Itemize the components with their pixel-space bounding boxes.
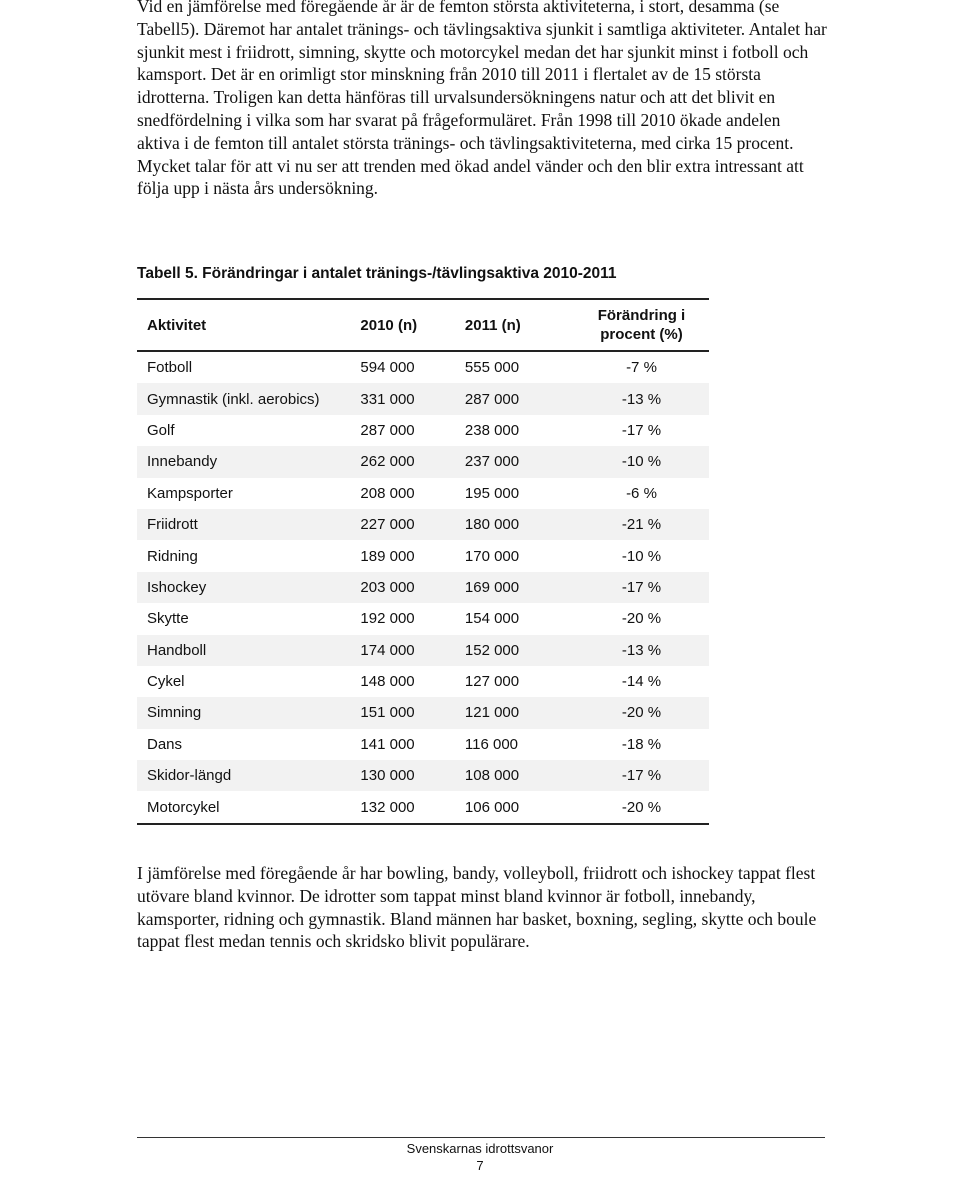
header-2010: 2010 (n): [350, 299, 454, 351]
table-row: [137, 509, 709, 540]
page-number: 7: [476, 1158, 484, 1173]
cell-2010: 203 000: [350, 572, 454, 603]
cell-2011: 154 000: [464, 610, 520, 628]
cell-activity: Innebandy: [137, 446, 350, 477]
cell-activity: Motorcykel: [137, 791, 350, 823]
table-header-row: [137, 299, 709, 351]
cell-2011: 108 000: [455, 760, 574, 791]
header-activity: Aktivitet: [137, 299, 350, 351]
cell-change: -20 %: [621, 610, 662, 628]
table-row: [137, 351, 709, 383]
cell-activity: Golf: [147, 421, 175, 439]
cell-activity: Ishockey: [137, 572, 350, 603]
cell-2010: 227 000: [350, 509, 454, 540]
table-row: [137, 446, 709, 477]
cell-2010: 192 000: [360, 610, 415, 628]
cell-change: -7 %: [626, 359, 657, 377]
cell-activity: Dans: [147, 735, 183, 753]
table-row: [137, 697, 709, 728]
table-row: [137, 791, 709, 823]
table-row: [137, 666, 709, 697]
cell-2010: 262 000: [350, 446, 454, 477]
cell-2011: 555 000: [464, 359, 520, 377]
table-row: [137, 478, 709, 509]
cell-2011: 116 000: [464, 735, 518, 753]
cell-activity: Gymnastik (inkl. aerobics): [137, 383, 350, 414]
cell-2010: 189 000: [360, 547, 415, 565]
header-2011: 2011 (n): [455, 299, 574, 351]
cell-change: -21 %: [574, 509, 709, 540]
cell-activity: Fotboll: [147, 359, 193, 377]
table-row: [137, 760, 709, 791]
table-row: [137, 415, 709, 446]
cell-change: -13 %: [574, 383, 709, 414]
cell-2011: 169 000: [455, 572, 574, 603]
cell-change: -6 %: [626, 484, 657, 502]
cell-2011: 238 000: [464, 421, 520, 439]
cell-activity: Simning: [137, 697, 350, 728]
cell-2011: 152 000: [455, 635, 574, 666]
cell-activity: Skytte: [147, 610, 189, 628]
cell-2010: 132 000: [350, 791, 454, 823]
closing-paragraph: I jämförelse med föregående år har bowling, bandy, volleyboll, friidrott och ishockey tappat flest utövare bland kvinnor. De idrotter som tappat minst bland kvinnor är fotboll, innebandy, kamsporter, ridning och gymnastik. Bland männen har basket, boxning, segling, skytte och boule tappat flest medan tennis och skridsko blivit populärare.: [137, 863, 817, 952]
table-row: [137, 383, 709, 414]
cell-change: -13 %: [574, 635, 709, 666]
cell-2011: 180 000: [455, 509, 574, 540]
cell-2010: 174 000: [350, 635, 454, 666]
table-row: [137, 572, 709, 603]
table-row: [137, 540, 709, 571]
cell-change: -20 %: [574, 697, 709, 728]
cell-2011: 121 000: [455, 697, 574, 728]
activity-change-table: [137, 298, 709, 825]
cell-activity: Cykel: [147, 673, 185, 691]
cell-change: -17 %: [574, 760, 709, 791]
cell-2010: 594 000: [360, 359, 415, 377]
cell-change: -14 %: [621, 673, 662, 691]
cell-2010: 331 000: [350, 383, 454, 414]
cell-change: -10 %: [621, 547, 662, 565]
cell-2010: 287 000: [360, 421, 415, 439]
cell-activity: Skidor-längd: [137, 760, 350, 791]
cell-2011: 127 000: [464, 673, 520, 691]
cell-2010: 208 000: [360, 484, 415, 502]
cell-change: -10 %: [574, 446, 709, 477]
cell-activity: Friidrott: [137, 509, 350, 540]
table-row: [137, 603, 709, 634]
cell-2011: 106 000: [455, 791, 574, 823]
cell-activity: Handboll: [137, 635, 350, 666]
intro-paragraph: Vid en jämförelse med föregående år är de femton största aktiviteterna, i stort, desamma (se Tabell5). Däremot har antalet tränings- och tävlingsaktiva sjunkit i samtliga aktiviteter. Antalet har sjunkit mest i friidrott, simning, skytte och motorcykel medan det har sjunkit minst i fotboll och kamsport. Det är en orimligt stor minskning från 2010 till 2011 i flertalet av de 15 största idrotterna. Troligen kan detta hänföras till urvalsundersökningens natur och att det blivit en snedfördelning i vilka som har svarat på frågeformuläret. Från 1998 till 2010 ökade andelen aktiva i de femton till antalet största tränings- och tävlingsaktiviteterna, med cirka 15 procent. Mycket talar för att vi nu ser att trenden med ökad andel vänder och den blir extra intressant att följa upp i nästa års undersökning.: [137, 0, 827, 199]
cell-2011: 195 000: [464, 484, 520, 502]
cell-2010: 148 000: [360, 673, 415, 691]
table-row: [137, 729, 709, 760]
cell-2011: 170 000: [464, 547, 520, 565]
header-change-percent: Förändring i procent (%): [574, 299, 709, 351]
cell-change: -20 %: [574, 791, 709, 823]
footer-title: Svenskarnas idrottsvanor: [406, 1141, 554, 1156]
table-row: [137, 635, 709, 666]
cell-activity: Kampsporter: [147, 484, 233, 502]
cell-2010: 141 000: [360, 735, 415, 753]
cell-2010: 130 000: [350, 760, 454, 791]
cell-2011: 237 000: [455, 446, 574, 477]
cell-2010: 151 000: [350, 697, 454, 728]
cell-change: -17 %: [621, 421, 662, 439]
table-body: [137, 351, 709, 824]
cell-activity: Ridning: [147, 547, 198, 565]
cell-2011: 287 000: [455, 383, 574, 414]
cell-change: -17 %: [574, 572, 709, 603]
footer-divider: [137, 1137, 825, 1138]
table-caption: Tabell 5. Förändringar i antalet tränings-/tävlingsaktiva 2010-2011: [137, 265, 617, 282]
cell-change: -18 %: [621, 735, 662, 753]
